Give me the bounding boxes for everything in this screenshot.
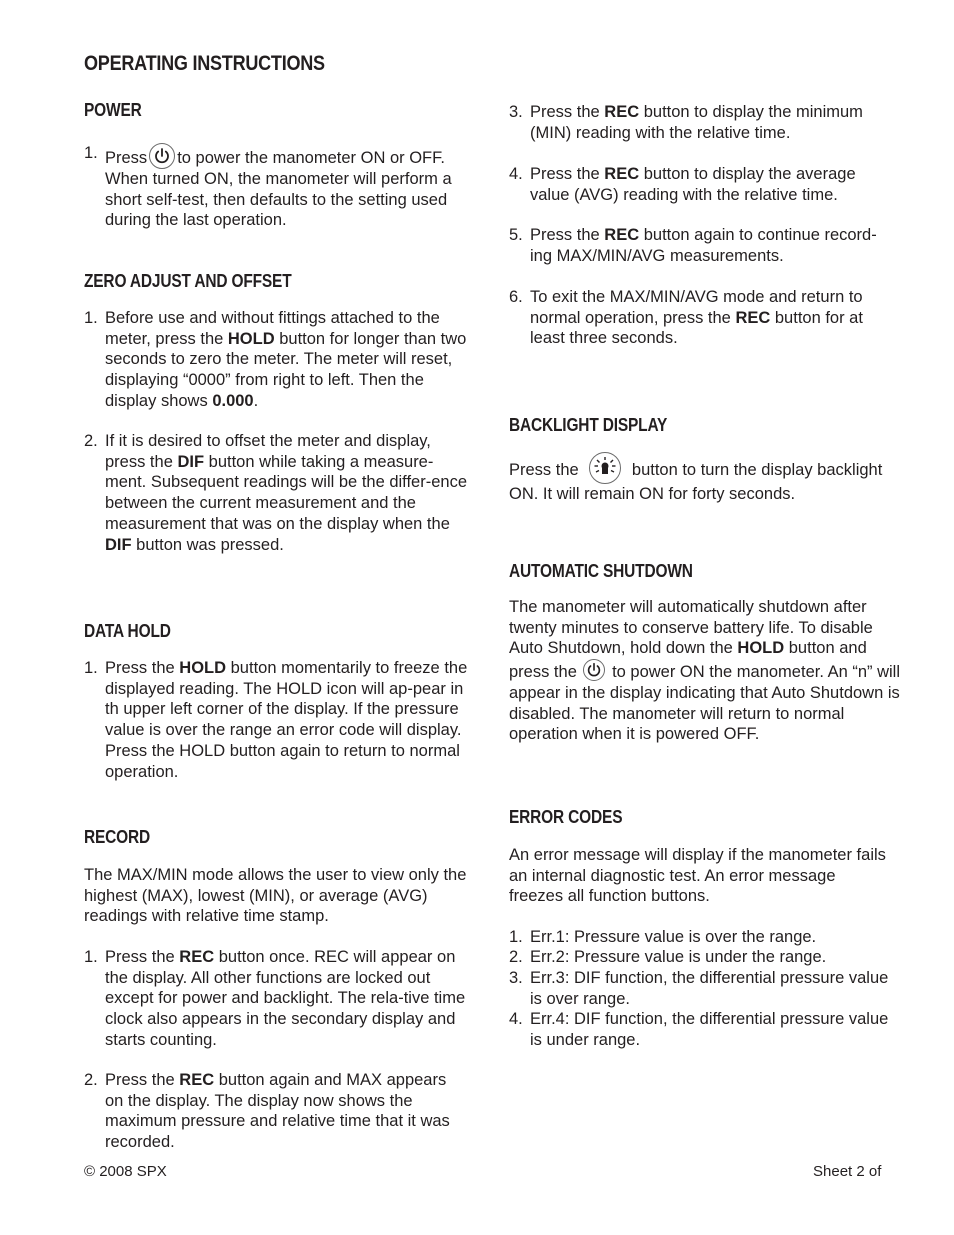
- backlight-heading: BACKLIGHT DISPLAY: [509, 415, 668, 435]
- text: If it is desired to offset the meter and display, press the: [105, 432, 431, 471]
- list-number: 1.: [509, 928, 523, 946]
- record-item-1: [84, 947, 469, 1051]
- text: button for longer than two seconds to zero the meter. The meter will reset, displaying “0000” from right to left. Then the display shows: [105, 329, 467, 410]
- power-icon: [149, 143, 175, 169]
- text: Press the: [530, 103, 605, 121]
- list-number: 2.: [84, 1071, 98, 1089]
- record-heading: RECORD: [84, 827, 151, 847]
- backlight-icon: [589, 452, 621, 484]
- text: Before use and without fittings attached to the meter, press the: [105, 309, 440, 348]
- record-item-5: [509, 225, 894, 266]
- record-item-4: [509, 164, 894, 205]
- rec-label: REC: [604, 103, 640, 121]
- text: button while taking a measure-ment. Subsequent readings will be the differ-ence between the current measurement and the measurement that was on the display when the: [105, 452, 468, 533]
- list-number: 4.: [509, 1010, 523, 1028]
- rec-label: REC: [179, 1071, 215, 1089]
- record-item-6: [509, 287, 894, 349]
- text: button once. REC will appear on the display. All other functions are locked out except for power and backlight. The rela-tive time clock also appears in the secondary display and starts counting.: [105, 948, 466, 1049]
- text: The manometer will automatically shutdown after twenty minutes to conserve battery life. To disable Auto Shutdown, hold down the: [509, 598, 873, 658]
- power-item-text-rest: to power the manometer ON or OFF. When turned ON, the manometer will perform a short self-test, then defaults to the setting used during the last operation.: [105, 149, 452, 230]
- list-number: 6.: [509, 288, 523, 306]
- hold-label: HOLD: [227, 329, 275, 348]
- list-number: 4.: [509, 165, 523, 183]
- text: button to display the average value (AVG) reading with the relative time.: [530, 165, 856, 204]
- list-number: 1.: [84, 144, 98, 162]
- rec-label: REC: [604, 165, 640, 183]
- rec-label: REC: [604, 226, 640, 244]
- hold-item-1: [84, 658, 469, 782]
- text: button again and MAX appears on the display. The display now shows the maximum pressure and relative time that it was recorded.: [105, 1071, 450, 1152]
- zero-value: 0.000: [212, 391, 254, 410]
- text: To exit the MAX/MIN/AVG mode and return to normal operation, press the: [530, 288, 863, 327]
- text: button was pressed.: [131, 535, 284, 554]
- error-text: Err.2: Pressure value is under the range.: [530, 948, 827, 966]
- list-number: 5.: [509, 226, 523, 244]
- text: Press the: [509, 461, 579, 479]
- text: to power ON the manometer. An “n” will appear in the display indicating that Auto Shutdown is disabled. The manometer will return to normal operation when it is powered OFF.: [509, 663, 901, 744]
- text: button and press the: [509, 639, 867, 682]
- text: Press the: [105, 659, 180, 677]
- record-item-2: [84, 1070, 469, 1153]
- hold-label: HOLD: [179, 659, 227, 677]
- rec-label: REC: [735, 308, 771, 327]
- error-item-4: [509, 1009, 894, 1050]
- backlight-text: [509, 452, 904, 505]
- list-number: 2.: [509, 948, 523, 966]
- text: Press the: [105, 1071, 180, 1089]
- text: Press the: [530, 165, 605, 183]
- errors-heading: ERROR CODES: [509, 807, 623, 827]
- power-item-1: [84, 143, 469, 231]
- sheet-number: Sheet 2 of: [813, 1163, 882, 1180]
- zero-heading: ZERO ADJUST AND OFFSET: [84, 271, 292, 291]
- text: button to turn the display backlight ON. It will remain ON for forty seconds.: [509, 461, 883, 503]
- list-number: 3.: [509, 969, 523, 987]
- list-number: 3.: [509, 103, 523, 121]
- power-heading: POWER: [84, 100, 142, 120]
- error-text: Err.4: DIF function, the differential pressure value is under range.: [530, 1010, 889, 1049]
- text: button again to continue record-ing MAX/MIN/AVG measurements.: [530, 226, 877, 265]
- text: .: [253, 391, 259, 410]
- error-text: Err.3: DIF function, the differential pressure value is over range.: [530, 969, 889, 1008]
- power-icon: [583, 659, 605, 681]
- text: button for at least three seconds.: [530, 308, 863, 348]
- list-number: 1.: [84, 309, 98, 327]
- list-number: 1.: [84, 659, 98, 677]
- dif-label: DIF: [105, 535, 132, 554]
- text: button momentarily to freeze the displayed reading. The HOLD icon will ap-pear in th upper left corner of the display. If the pressure value is over the range an error code will display. Press the HOLD button again to return to normal operation.: [105, 659, 468, 781]
- text: Press the: [105, 948, 180, 966]
- shutdown-text: [509, 597, 904, 745]
- error-item-1: [509, 927, 894, 948]
- zero-item-2: [84, 431, 469, 555]
- error-text: Err.1: Pressure value is over the range.: [530, 928, 817, 946]
- error-item-3: [509, 968, 894, 1009]
- hold-label: HOLD: [737, 639, 785, 658]
- text: Press the: [530, 226, 605, 244]
- page-title: OPERATING INSTRUCTIONS: [84, 52, 325, 75]
- shutdown-heading: AUTOMATIC SHUTDOWN: [509, 561, 693, 581]
- list-number: 2.: [84, 432, 98, 450]
- errors-intro: An error message will display if the manometer fails an internal diagnostic test. An error message freezes all function buttons.: [509, 846, 886, 906]
- hold-heading: DATA HOLD: [84, 621, 171, 641]
- record-item-3: [509, 102, 894, 143]
- dif-label: DIF: [177, 452, 205, 471]
- error-item-2: [509, 947, 894, 968]
- record-intro: The MAX/MIN mode allows the user to view only the highest (MAX), lowest (MIN), or average (AVG) readings with relative time stamp.: [84, 866, 467, 926]
- rec-label: REC: [179, 948, 215, 966]
- text: button to display the minimum (MIN) reading with the relative time.: [530, 103, 863, 142]
- copyright: © 2008 SPX: [84, 1163, 167, 1180]
- list-number: 1.: [84, 948, 98, 966]
- power-item-text: Press: [105, 149, 148, 167]
- zero-item-1: [84, 308, 469, 412]
